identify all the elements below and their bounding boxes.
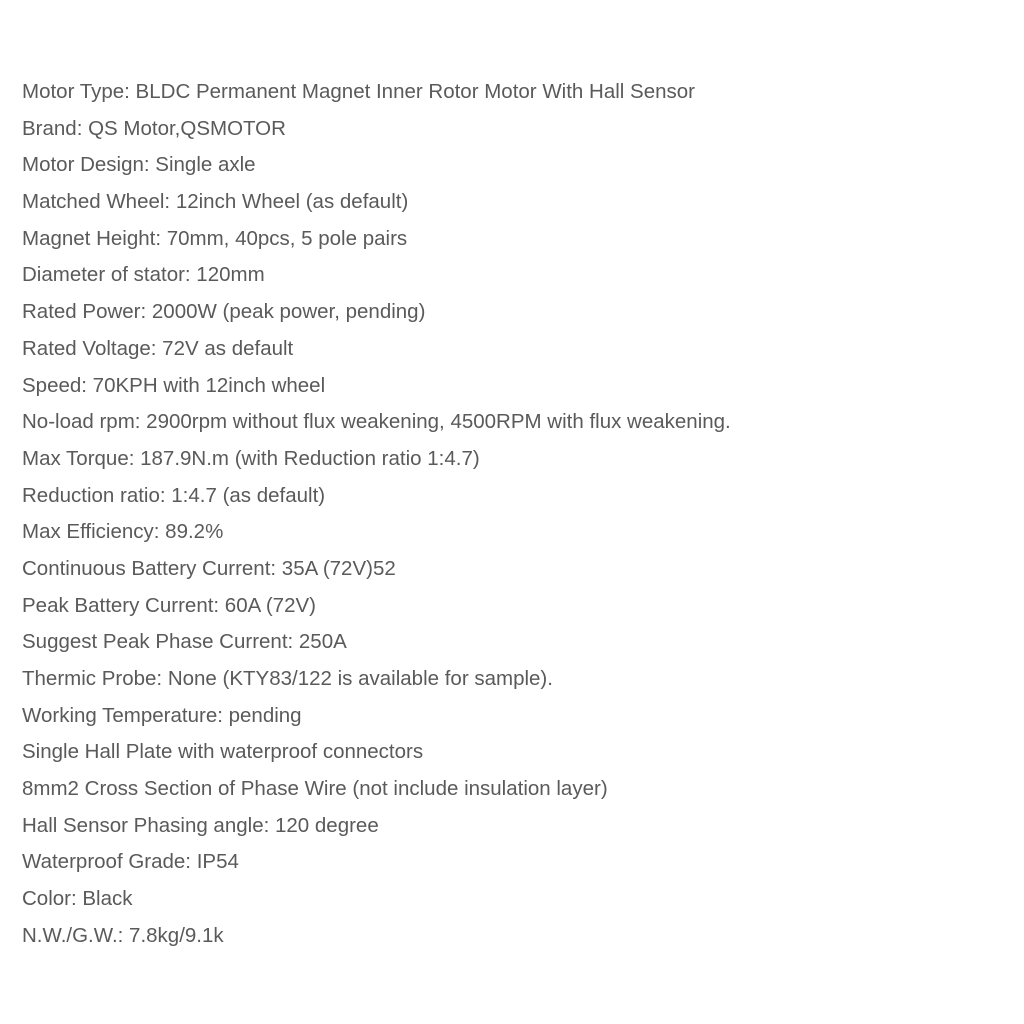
spec-rated-power: Rated Power: 2000W (peak power, pending)	[22, 300, 426, 324]
spec-motor-type: Motor Type: BLDC Permanent Magnet Inner Rotor Motor With Hall Sensor	[22, 80, 695, 103]
spec-magnet-height: Magnet Height: 70mm, 40pcs, 5 pole pairs	[22, 226, 408, 250]
spec-motor-design: Motor Design: Single axle	[22, 153, 256, 177]
spec-matched-wheel: Matched Wheel: 12inch Wheel (as default)	[22, 190, 409, 214]
spec-continuous-battery-current: Continuous Battery Current: 35A (72V)52	[22, 556, 396, 580]
spec-reduction-ratio: Reduction ratio: 1:4.7 (as default)	[22, 483, 326, 507]
spec-peak-battery-current: Peak Battery Current: 60A (72V)	[22, 593, 316, 617]
spec-hall-plate: Single Hall Plate with waterproof connectors	[22, 740, 424, 764]
spec-rated-voltage: Rated Voltage: 72V as default	[22, 336, 294, 360]
spec-max-torque: Max Torque: 187.9N.m (with Reduction ratio 1:4.7)	[22, 446, 480, 470]
spec-list	[22, 74, 1002, 955]
spec-no-load-rpm: No-load rpm: 2900rpm without flux weakening, 4500RPM with flux weakening.	[22, 410, 731, 434]
spec-max-efficiency: Max Efficiency: 89.2%	[22, 520, 224, 544]
spec-thermic-probe: Thermic Probe: None (KTY83/122 is available for sample).	[22, 667, 553, 690]
spec-hall-phasing-angle: Hall Sensor Phasing angle: 120 degree	[22, 813, 379, 837]
spec-color: Color: Black	[22, 887, 133, 911]
spec-waterproof-grade: Waterproof Grade: IP54	[22, 850, 239, 874]
spec-speed: Speed: 70KPH with 12inch wheel	[22, 373, 326, 397]
spec-phase-wire: 8mm2 Cross Section of Phase Wire (not include insulation layer)	[22, 777, 608, 801]
spec-working-temperature: Working Temperature: pending	[22, 703, 302, 727]
spec-brand: Brand: QS Motor,QSMOTOR	[22, 116, 286, 140]
spec-stator-diameter: Diameter of stator: 120mm	[22, 263, 265, 287]
spec-weight: N.W./G.W.: 7.8kg/9.1k	[22, 923, 224, 947]
spec-peak-phase-current: Suggest Peak Phase Current: 250A	[22, 630, 347, 654]
